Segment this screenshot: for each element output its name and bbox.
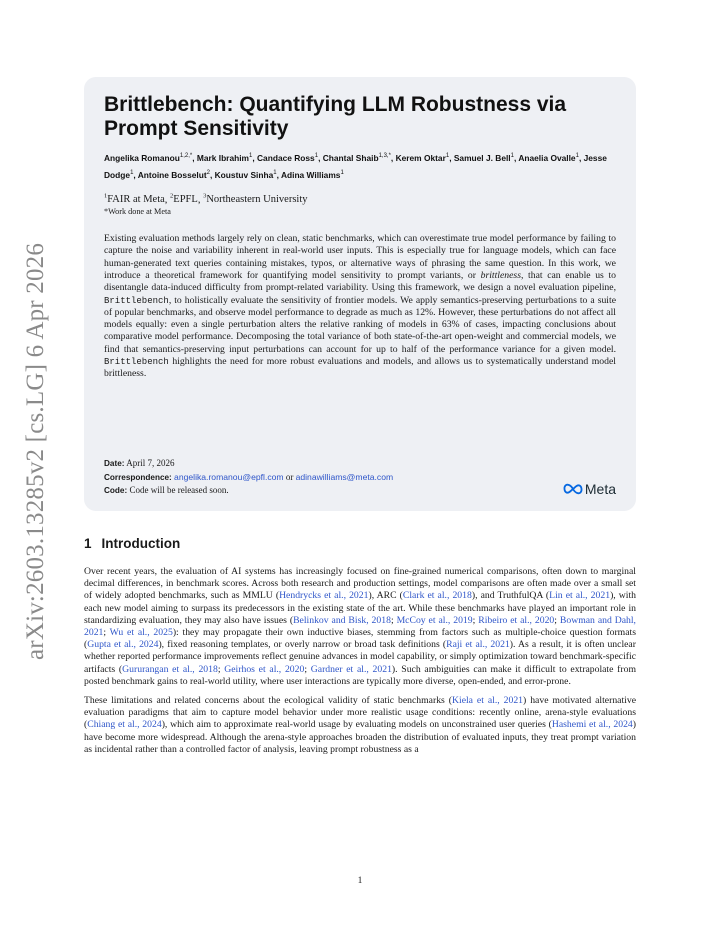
author-name: Koustuv Sinha$^1$ — [214, 169, 277, 180]
author-name: Chantal Shaib$^{1,3,*}$ — [322, 152, 391, 163]
author-name: Kerem Oktar$^1$ — [395, 152, 450, 163]
citation-link[interactable]: Ribeiro et al., 2020 — [478, 614, 555, 626]
affiliation: $^2$EPFL — [170, 192, 198, 206]
citation-link[interactable]: Belinkov and Bisk, 2018 — [293, 614, 391, 626]
email-link-1[interactable]: angelika.romanou@epfl.com — [174, 471, 284, 482]
paragraph-2: These limitations and related concerns about the ecological validity of static benchmarks (Kiela et al., 2021) have motivated alternative evaluation paradigms that aim to capture model behavior under more realistic usage conditions: recently online, arena-style evaluations (Chiang et al., 2024), which aim to approximate real-world usage by evaluating models on unconstrained user queries (Hashemi et al., 2024) have become more widespread. Although the arena-style approaches broaden the distribution of evaluated inputs, they treat prompt variation as incidental rather than a controlled factor of analysis, leaving prompt robustness as a — [84, 695, 636, 755]
citation-link[interactable]: Wu et al., 2025 — [109, 627, 173, 639]
email-link-2[interactable]: adinawilliams@meta.com — [295, 471, 394, 482]
author-name: Angelika Romanou$^{1,2,*}$ — [104, 152, 193, 163]
benchmark-name: Brittlebench — [104, 295, 169, 306]
affiliation: $^1$FAIR at Meta — [104, 192, 165, 206]
author-list: Angelika Romanou$^{1,2,*}$, Mark Ibrahim$^1$, Candace Ross$^1$, Chantal Shaib$^{1,3,*}$, Kerem Oktar$^1$, Samuel J. Bell$^1$, Anaelia Ovalle$^1$, Jesse Dodge$^1$, Antoine Bosselut$^2$, Koustuv Sinha$^1$, Adina Williams$^1$ — [104, 152, 607, 180]
meta-logo — [563, 481, 616, 497]
infinity-icon — [563, 483, 583, 495]
citation-link[interactable]: Chiang et al., 2024 — [87, 719, 162, 731]
footnote-work-done: *Work done at Meta — [104, 207, 171, 217]
code-line: Code: Code will be released soon. — [104, 485, 229, 495]
author-name: Samuel J. Bell$^1$ — [453, 152, 514, 163]
benchmark-name: Brittlebench — [104, 357, 169, 368]
author-name: Mark Ibrahim$^1$ — [196, 152, 253, 163]
section-heading: 1 Introduction — [84, 536, 181, 551]
affiliations: $^1$FAIR at Meta, $^2$EPFL, $^3$Northeastern University — [104, 192, 308, 206]
abstract-card — [84, 77, 636, 511]
paper-metadata — [104, 457, 393, 498]
author-name: Jesse Dodge$^1$ — [104, 152, 607, 180]
correspondence-line: Correspondence: angelika.romanou@epfl.com or adinawilliams@meta.com — [104, 471, 394, 482]
citation-link[interactable]: Raji et al., 2021 — [446, 639, 510, 651]
term-brittleness: brittleness — [480, 269, 521, 281]
author-name: Antoine Bosselut$^2$ — [137, 169, 210, 180]
paragraph-1: Over recent years, the evaluation of AI systems has increasingly focused on fine-grained numerical comparisons, often down to marginal decimal differences, in benchmark scores. Across both research and production settings, model comparisons are often made over a small set of widely adopted benchmarks, such as MMLU (Hendrycks et al., 2021), ARC (Clark et al., 2018), and TruthfulQA (Lin et al., 2021), with each new model aiming to surpass its predecessors in the existing state of the art. While these benchmarks have played an important role in standardizing evaluation, they may also have issues (Belinkov and Bisk, 2018; McCoy et al., 2019; Ribeiro et al., 2020; Bowman and Dahl, 2021; Wu et al., 2025): they may propagate their own inductive biases, stemming from factors such as multiple-choice question formats (Gupta et al., 2024), fixed reasoning templates, or overly narrow or broad task definitions (Raji et al., 2021). As a result, it is often unclear whether reported performance improvements reflect genuine advances in model capability, or simply optimization toward benchmark-specific artifacts (Gururangan et al., 2018; Geirhos et al., 2020; Gardner et al., 2021). Such ambiguities can make it difficult to extrapolate from posted benchmark gains to real-world utility, where user interactions are typically more diverse, open-ended, and error-prone. — [84, 566, 637, 687]
page-number: 1 — [357, 876, 363, 886]
author-name: Candace Ross$^1$ — [257, 152, 319, 163]
affiliation: $^3$Northeastern University — [203, 192, 308, 206]
citation-link[interactable]: Hashemi et al., 2024 — [551, 719, 633, 731]
citation-link[interactable]: Geirhos et al., 2020 — [224, 663, 305, 675]
citation-link[interactable]: Kiela et al., 2021 — [452, 695, 524, 707]
body-text — [84, 566, 636, 763]
citation-link[interactable]: Lin et al., 2021 — [549, 590, 611, 602]
citation-link[interactable]: Gardner et al., 2021 — [310, 663, 392, 675]
paper-title: Brittlebench: Quantifying LLM Robustness via Prompt Sensitivity — [104, 93, 567, 140]
citation-link[interactable]: McCoy et al., 2019 — [396, 614, 473, 626]
citation-link[interactable]: Gururangan et al., 2018 — [122, 663, 218, 675]
citation-link[interactable]: Gupta et al., 2024 — [87, 639, 159, 651]
author-name: Anaelia Ovalle$^1$ — [518, 152, 579, 163]
arxiv-identifier: arXiv:2603.13285v2 [cs.LG] 6 Apr 2026 — [22, 242, 49, 660]
meta-wordmark: Meta — [584, 481, 616, 497]
citation-link[interactable]: Bowman and Dahl, 2021 — [84, 614, 636, 639]
citation-link[interactable]: Clark et al., 2018 — [402, 590, 472, 602]
citation-link[interactable]: Hendrycks et al., 2021 — [279, 590, 369, 602]
abstract: Existing evaluation methods largely rely on clean, static benchmarks, which can overestimate true model performance by failing to capture the noise and variability inherent in real-world user inputs. This is especially true for language models, which can face human-generated text queries containing mistakes, typos, or alternative ways of phrasing the same question. In this work, we introduce a theoretical framework for quantifying model sensitivity to prompt variants, or brittleness, that can enable us to disentangle data-induced difficulty from prompt-related variability. Using this framework, we design a novel evaluation pipeline, Brittlebench, to holistically evaluate the sensitivity of frontier models. We apply semantics-preserving perturbations to a suite of popular benchmarks, and observe model performance to degrade as much as 12%. However, these perturbations do not affect all models equally: even a single perturbation alters the relative ranking of models in 63% of cases, impacting conclusions about comparative model performance. Decomposing the total variance of both state-of-the-art open-weight and commercial models, we find that semantics-preserving input perturbations can account for up to half of the performance variance for a given model. Brittlebench highlights the need for more robust evaluations and models, and allows us to systematically understand model brittleness. — [104, 233, 616, 380]
author-name: Adina Williams$^1$ — [280, 169, 344, 180]
date-line: Date: April 7, 2026 — [104, 458, 175, 468]
